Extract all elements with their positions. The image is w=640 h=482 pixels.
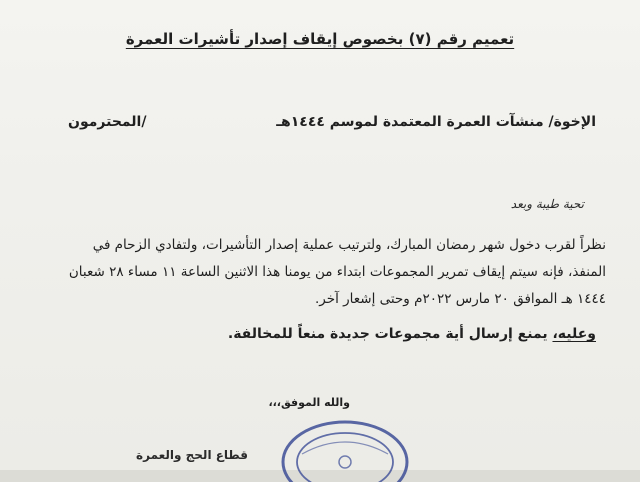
decision-statement (228, 326, 596, 342)
honorific: /المحترمون (68, 114, 147, 130)
closing-phrase: والله الموفق،،، (268, 396, 350, 409)
official-stamp (270, 412, 420, 482)
document-title-text: تعميم رقم (٧) بخصوص إيقاف إصدار تأشيرات العمرة (125, 30, 515, 48)
decision-lead: وعليه، (552, 326, 596, 342)
addressee-line: الإخوة/ منشآت العمرة المعتمدة لموسم ١٤٤٤هـ (276, 114, 596, 130)
body-line: نظراً لقرب دخول شهر رمضان المبارك، ولترتيب عملية إصدار التأشيرات، ولتفادي الزحام في (92, 237, 606, 253)
decision-text: يمنع إرسال أية مجموعات جديدة منعاً للمخالفة. (227, 326, 553, 342)
body-paragraph (26, 232, 606, 313)
document-title (0, 30, 640, 48)
signature-block: قطاع الحج والعمرة (136, 448, 248, 462)
body-line: المنفذ، فإنه سيتم إيقاف تمرير المجموعات ابتداء من يومنا هذا الاثنين الساعة ١١ مساء ٢٨ شعبان (68, 264, 606, 280)
body-line: ١٤٤٤ هـ الموافق ٢٠ مارس ٢٠٢٢م وحتى إشعار آخر. (314, 291, 606, 307)
greeting-handwritten: تحية طيبة وبعد (510, 197, 584, 211)
